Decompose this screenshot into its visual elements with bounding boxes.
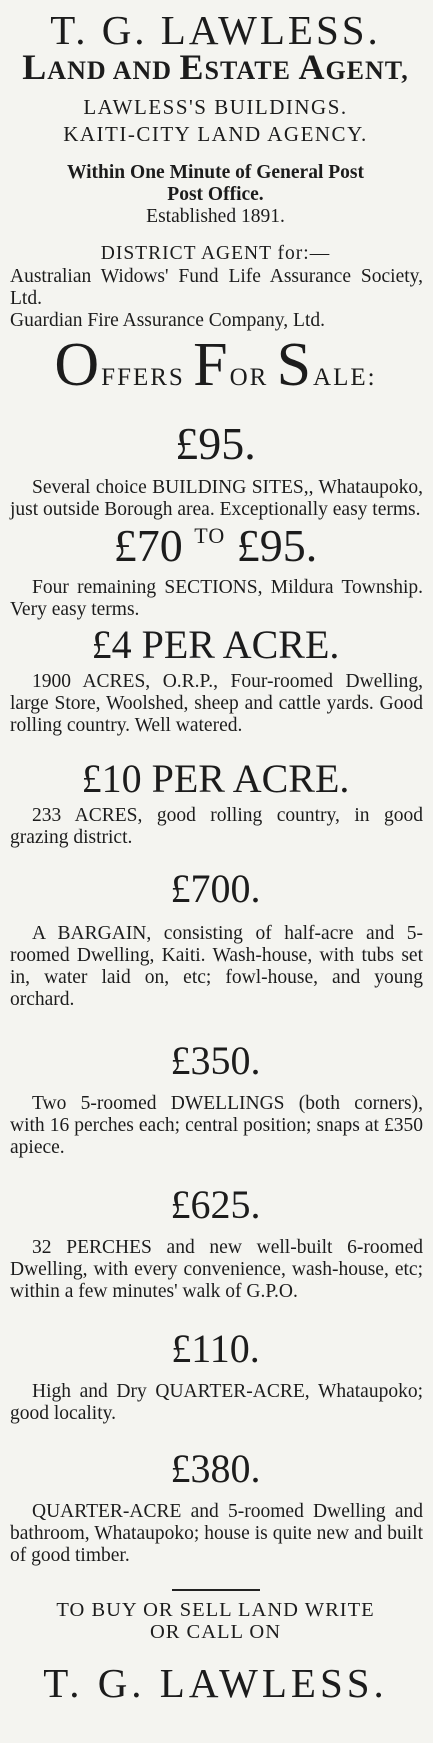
listing-price: £10 PER ACRE. [81, 756, 350, 801]
business-title [6, 47, 425, 87]
section-divider [172, 1589, 260, 1591]
call-to-action-line-2: OR CALL ON [149, 1621, 282, 1643]
listing-price-range [6, 520, 425, 571]
subtitle-initial-l: L [22, 47, 48, 87]
agency-line: KAITI-CITY LAND AGENCY. [63, 122, 368, 146]
listing-price: £350. [170, 1038, 261, 1083]
footer-advertiser-name: T. G. LAWLESS. [43, 1660, 388, 1706]
subtitle-word-gent: GENT, [325, 56, 409, 85]
listing-price: £95. [175, 418, 256, 469]
offers-initial-o: O [54, 331, 102, 399]
listing-price: £110. [171, 1326, 260, 1371]
listing-price: £4 PER ACRE. [91, 622, 340, 667]
listing-price-to-word: TO [194, 523, 226, 548]
listing-description: High and Dry QUARTER-ACRE, Whataupoko; good locality. [10, 1381, 423, 1424]
listing-description: 1900 ACRES, O.R.P., Four-roomed Dwelling, large Store, Woolshed, sheep and cattle yards. Good rolling country. Well watered. [10, 671, 423, 736]
agency-company-1: Australian Widows' Fund Life Assurance Society, Ltd. [10, 266, 423, 309]
offers-word-or: OR [229, 364, 277, 391]
location-line: Within One Minute of General Post [66, 162, 364, 183]
subtitle-word-and: AND AND [47, 56, 180, 85]
subtitle-initial-a: A [298, 47, 326, 87]
agency-company-2: Guardian Fire Assurance Company, Ltd. [10, 310, 325, 331]
offers-initial-f: F [193, 331, 230, 399]
subtitle-initial-e: E [179, 47, 205, 87]
listing-price-from: £70 [113, 520, 183, 571]
offers-word-ale: ALE: [313, 364, 377, 391]
offers-initial-s: S [276, 331, 314, 399]
listing-description: A BARGAIN, consisting of half-acre and 5-roomed Dwelling, Kaiti. Wash-house, with tubs set in, water laid on, etc; fowl-house, and young orchard. [10, 923, 423, 1010]
offers-word-ffers: FFERS [101, 364, 194, 391]
buildings-line: LAWLESS'S BUILDINGS. [83, 95, 348, 119]
listing-description: Four remaining SECTIONS, Mildura Township. Very easy terms. [10, 577, 423, 620]
listing-description: Several choice BUILDING SITES,, Whataupoko, just outside Borough area. Exceptionally easy terms. [10, 477, 423, 520]
listing-description: 32 PERCHES and new well-built 6-roomed Dwelling, with every convenience, wash-house, etc; within a few minutes' walk of G.P.O. [10, 1237, 423, 1302]
established-line: Established 1891. [146, 206, 285, 227]
call-to-action-line-1: TO BUY OR SELL LAND WRITE [56, 1599, 375, 1621]
listing-price: £625. [170, 1182, 261, 1227]
listing-description: QUARTER-ACRE and 5-roomed Dwelling and bathroom, Whataupoko; house is quite new and built of good timber. [10, 1501, 423, 1566]
listing-description: Two 5-roomed DWELLINGS (both corners), with 16 perches each; central position; snaps at £350 apiece. [10, 1093, 423, 1158]
subtitle-word-state: STATE [204, 56, 299, 85]
listing-description: 233 ACRES, good rolling country, in good grazing district. [10, 805, 423, 848]
district-agent-heading: DISTRICT AGENT for:— [100, 243, 331, 264]
post-office-line: Post Office. [167, 184, 264, 205]
listing-price: £700. [170, 866, 261, 911]
advertiser-name: T. G. LAWLESS. [50, 7, 381, 53]
offers-for-sale-heading [6, 331, 425, 407]
listing-price-to: £95. [236, 520, 318, 571]
listing-price: £380. [170, 1446, 261, 1491]
